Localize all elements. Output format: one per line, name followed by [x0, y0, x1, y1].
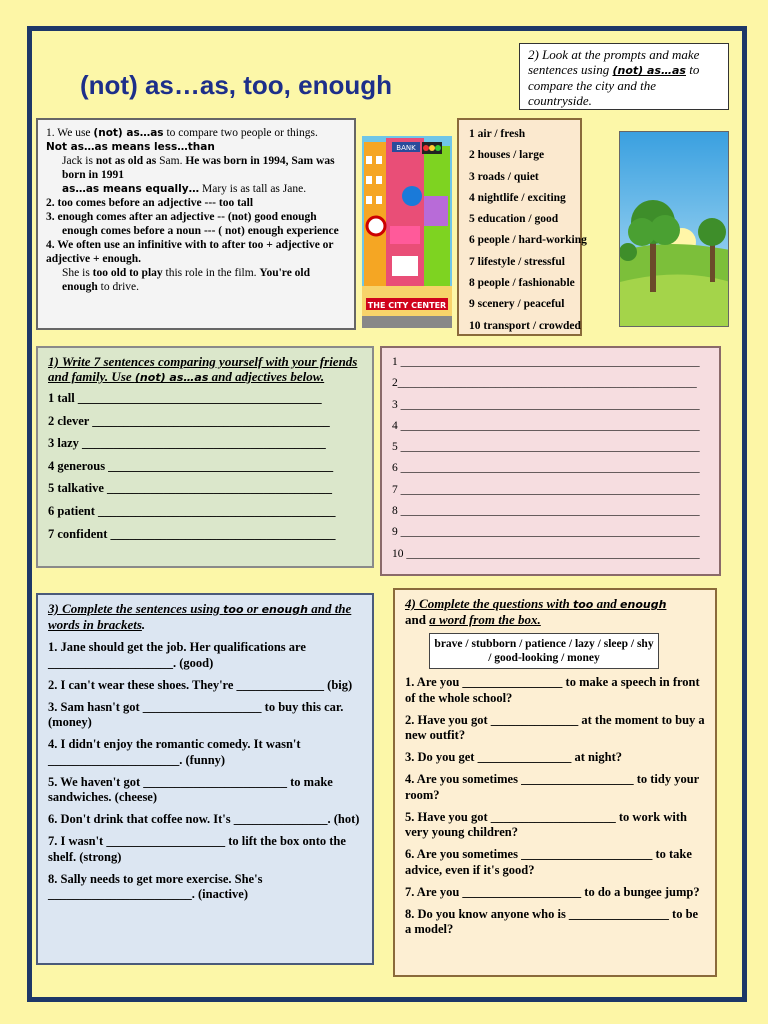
ex1-item[interactable]: 3 lazy _______________________________________: [48, 436, 326, 451]
grammar-rules-box: [36, 118, 356, 330]
exercise-2-prompt: [519, 43, 729, 110]
rule-1: [46, 126, 346, 140]
ex1-item[interactable]: 6 patient ______________________________________: [48, 503, 336, 518]
ex3-item[interactable]: 6. Don't drink that coffee now. It's _______________. (hot): [48, 812, 360, 826]
rule-3: 3. enough comes after an adjective -- (not) good enough: [46, 211, 317, 223]
ex2-line[interactable]: 7 ____________________________________________________: [392, 483, 700, 496]
ex2-line[interactable]: 8 ____________________________________________________: [392, 505, 700, 518]
ex4-heading-and: and: [593, 596, 621, 611]
ex4-heading-enough: enough: [620, 598, 667, 611]
exercise-3: [36, 593, 374, 965]
prompt-item: 9 scenery / peaceful: [469, 298, 565, 311]
r4-a: 4.: [46, 239, 58, 251]
ex-d: He was born in 1994, Sam was born in 1991: [62, 155, 335, 181]
ex3-item[interactable]: 7. I wasn't ___________________ to lift the box onto the shelf. (strong): [48, 834, 346, 864]
r4e-b: too old to play: [92, 267, 163, 279]
ex-a: Jack is: [62, 155, 96, 167]
ex3-item[interactable]: 1. Jane should get the job. Her qualifications are ____________________. (good): [48, 640, 306, 670]
exercise-2-lines: [380, 346, 721, 576]
ex3-heading-enough: enough: [261, 603, 308, 616]
prompt-item: 7 lifestyle / stressful: [469, 255, 565, 268]
prompt-item: 1 air / fresh: [469, 128, 526, 140]
ex3-heading-a: 3) Complete the sentences using: [48, 601, 224, 616]
ex4-heading-c: a word from the box.: [429, 612, 541, 627]
city-svg: [362, 136, 452, 328]
prompt-item: 6 people / hard-working: [469, 234, 587, 247]
countryside-svg: [620, 132, 729, 327]
ex2-line[interactable]: 10 ___________________________________________________: [392, 547, 700, 560]
ex3-item[interactable]: 5. We haven't got _______________________ to make sandwiches. (cheese): [48, 774, 333, 804]
page-title: (not) as…as, too, enough: [80, 70, 392, 100]
bank-sign: BANK: [396, 144, 416, 152]
ex1-heading: [48, 354, 362, 385]
rule-4: [46, 238, 346, 266]
ex3-item[interactable]: 3. Sam hasn't got ___________________ to buy this car. (money): [48, 699, 344, 729]
ex4-item[interactable]: 2. Have you got ______________ at the moment to buy a new outfit?: [405, 712, 705, 742]
ex1-heading-b: and adjectives below.: [208, 369, 325, 384]
ex4-item[interactable]: 7. Are you ___________________ to do a bungee jump?: [405, 884, 700, 899]
ex1-heading-code: (not) as…as: [134, 371, 209, 384]
ex2-line[interactable]: 3 ____________________________________________________: [392, 398, 700, 411]
ex2-line[interactable]: 1 ____________________________________________________: [392, 356, 700, 368]
word-box: brave / stubborn / patience / lazy / sleep / shy / good-looking / money: [429, 633, 659, 669]
ex3-heading-too: too: [223, 603, 244, 616]
rule-3-noun: enough comes before a noun --- ( not) enough experience: [62, 225, 339, 237]
ex1-heading-a: 1) Write 7 sentences comparing yourself with your friends and family. Use: [48, 354, 358, 384]
rule-1-num: 1. We use: [46, 127, 94, 139]
city-illustration: [362, 136, 452, 328]
prompt-item: 5 education / good: [469, 213, 559, 226]
prompt-item: 10 transport / crowded: [469, 319, 581, 332]
ex-c: Sam.: [156, 155, 186, 167]
rule-1-example: [46, 154, 346, 182]
ex4-heading-a: 4) Complete the questions with: [405, 596, 573, 611]
ex4-item[interactable]: 3. Do you get _______________ at night?: [405, 750, 623, 764]
ex3-heading: [48, 601, 362, 632]
ex2-prompt-code: (not) as…as: [612, 64, 686, 77]
rule-1-code: (not) as…as: [93, 127, 164, 139]
ex3-heading-dot: .: [141, 617, 146, 632]
prompt-item: 8 people / fashionable: [469, 277, 575, 290]
ex4-item[interactable]: 5. Have you got ____________________ to work with very young children?: [405, 809, 687, 839]
ex2-line[interactable]: 9 ____________________________________________________: [392, 526, 700, 539]
city-center-sign: THE CITY CENTER: [367, 301, 447, 310]
prompt-item: 3 roads / quiet: [469, 170, 539, 183]
ex2-prompt-text-b: to compare the city and the countryside.: [528, 62, 700, 108]
ex4-heading-too: too: [572, 598, 594, 611]
ex4-item[interactable]: 4. Are you sometimes __________________ to tidy your room?: [405, 772, 699, 802]
ex1-item[interactable]: 4 generous ____________________________________: [48, 458, 334, 473]
ex3-item[interactable]: 2. I can't wear these shoes. They're ______________ (big): [48, 677, 353, 692]
ex4-item[interactable]: 1. Are you ________________ to make a speech in front of the whole school?: [405, 675, 700, 705]
ex3-heading-or: or: [243, 601, 262, 616]
r4e-d: You're old enough: [62, 267, 311, 293]
ex1-item[interactable]: 7 confident ____________________________________: [48, 526, 336, 541]
ex2-line[interactable]: 5 ____________________________________________________: [392, 441, 700, 454]
ex2-line[interactable]: 2____________________________________________________: [392, 377, 697, 390]
r4e-c: this role in the film.: [162, 267, 260, 279]
exercise-4: [393, 588, 717, 977]
ex4-item[interactable]: 6. Are you sometimes _____________________ to take advice, even if it's good?: [405, 847, 692, 877]
rule-1-rest: to compare two people or things.: [163, 127, 318, 139]
rule-1-equal: [46, 182, 346, 196]
prompt-item: 4 nightlife / exciting: [469, 191, 566, 204]
ex-b: not as old as: [95, 155, 157, 167]
ex3-item[interactable]: 4. I didn't enjoy the romantic comedy. It wasn't _____________________. (funny): [48, 737, 301, 767]
countryside-illustration: [619, 131, 729, 327]
ex2-prompt-text-a: 2) Look at the prompts and make sentences using: [528, 47, 700, 77]
prompts-list: [457, 118, 587, 336]
rule-2: 2. too comes before an adjective --- too tall: [46, 197, 254, 209]
ex3-item[interactable]: 8. Sally needs to get more exercise. She's _______________________. (inactive): [48, 871, 263, 901]
r4-b: We often use an infinitive with to after too + adjective or adjective + enough.: [46, 239, 334, 265]
ex3-heading-b: and the words in brackets: [48, 601, 352, 632]
ex4-heading: [405, 596, 705, 627]
r4e-a: She is: [62, 267, 93, 279]
ex2-line[interactable]: 6 ____________________________________________________: [392, 462, 700, 475]
rule-4-example: [46, 266, 346, 294]
rule-1-meaning: Not as…as means less…than: [46, 141, 215, 153]
eq-a: as…as means equally…: [62, 183, 200, 195]
ex1-item[interactable]: 1 tall _______________________________________: [48, 391, 322, 405]
ex4-heading-b: and: [405, 612, 430, 627]
eq-b: Mary is as tall as Jane.: [199, 183, 307, 195]
ex1-item[interactable]: 2 clever ______________________________________: [48, 413, 330, 428]
ex2-line[interactable]: 4 ____________________________________________________: [392, 419, 700, 432]
ex4-item[interactable]: 8. Do you know anyone who is ________________ to be a model?: [405, 906, 699, 936]
prompt-item: 2 houses / large: [469, 149, 545, 162]
exercise-1: [36, 346, 374, 568]
r4e-e: to drive.: [97, 281, 139, 293]
ex1-item[interactable]: 5 talkative ____________________________________: [48, 481, 333, 496]
